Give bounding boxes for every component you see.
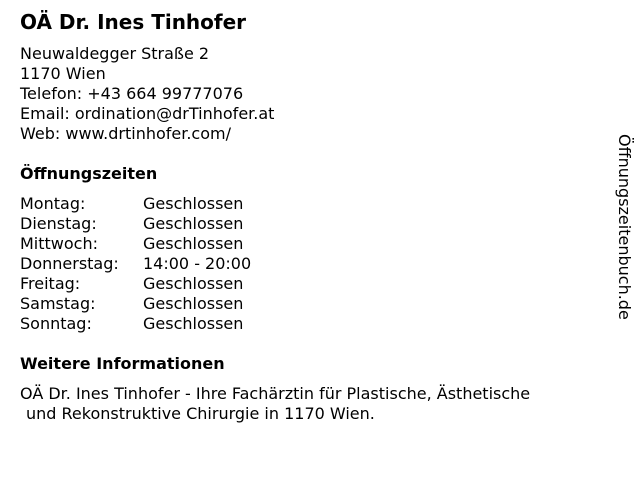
hours-day: Montag:: [20, 194, 86, 213]
opening-hours-table: [20, 194, 251, 334]
hours-day: Dienstag:: [20, 214, 97, 233]
web-line: Web: www.drtinhofer.com/: [20, 124, 231, 143]
practice-title: OÄ Dr. Ines Tinhofer: [20, 10, 247, 34]
hours-row-friday: [20, 274, 251, 294]
hours-day: Mittwoch:: [20, 234, 98, 253]
hours-row-tuesday: [20, 214, 251, 234]
opening-hours-heading: Öffnungszeiten: [20, 164, 158, 183]
hours-row-saturday: [20, 294, 251, 314]
hours-value: Geschlossen: [143, 234, 244, 253]
more-info-heading: Weitere Informationen: [20, 354, 225, 373]
phone-line: Telefon: +43 664 99777076: [20, 84, 244, 103]
hours-value: 14:00 - 20:00: [143, 254, 252, 273]
hours-row-monday: [20, 194, 251, 214]
hours-value: Geschlossen: [143, 194, 244, 213]
hours-row-thursday: [20, 254, 251, 274]
email-line: Email: ordination@drTinhofer.at: [20, 104, 275, 123]
hours-value: Geschlossen: [143, 274, 244, 293]
address-street: Neuwaldegger Straße 2: [20, 44, 210, 63]
description-line-1: OÄ Dr. Ines Tinhofer - Ihre Fachärztin für Plastische, Ästhetische: [20, 384, 531, 403]
address-city: 1170 Wien: [20, 64, 106, 83]
hours-day: Donnerstag:: [20, 254, 119, 273]
hours-row-sunday: [20, 314, 251, 334]
description-line-2: und Rekonstruktive Chirurgie in 1170 Wien.: [26, 404, 375, 423]
hours-value: Geschlossen: [143, 314, 244, 333]
hours-day: Sonntag:: [20, 314, 92, 333]
hours-day: Freitag:: [20, 274, 81, 293]
hours-row-wednesday: [20, 234, 251, 254]
hours-value: Geschlossen: [143, 294, 244, 313]
hours-value: Geschlossen: [143, 214, 244, 233]
hours-day: Samstag:: [20, 294, 96, 313]
site-watermark-label: Öffnungszeitenbuch.de: [615, 134, 634, 320]
contact-block: [20, 44, 274, 144]
practice-description: [20, 384, 600, 424]
